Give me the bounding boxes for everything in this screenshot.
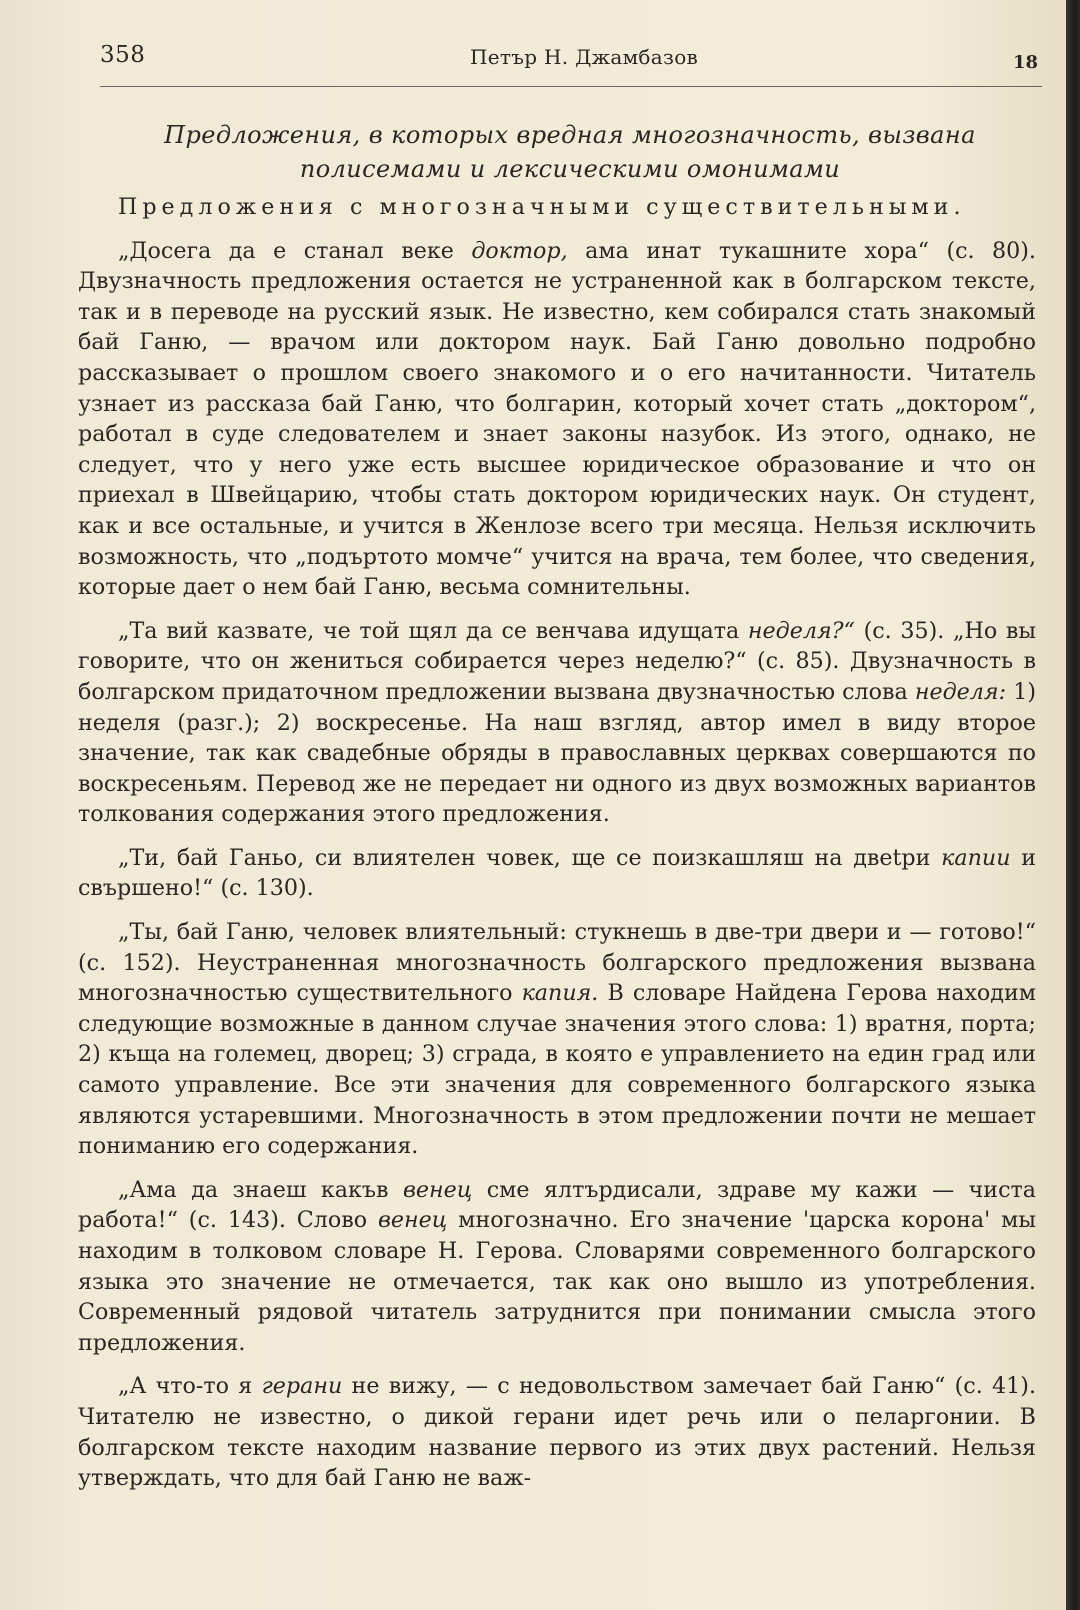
paragraph: Предложения с многозначными существительными. — [118, 194, 966, 220]
paragraph: „Ти, бай Ганьо, си влиятелен човек, ще се поизкашляш на двеtри капии и свършено!“ (с. 130). — [78, 844, 1037, 902]
paragraph: „А что-то я герани не вижу, — с недовольством замечает бай Ганю“ (с. 41). Читателю не известно, о дикой герани идет речь или о пеларгонии. В болгарском тексте находим название первого из этих двух растений. Нельзя утверждать, что для бай Ганю не важ- — [78, 1373, 1037, 1492]
paragraph: „Ты, бай Ганю, человек влиятельный: стукнешь в две-три двери и — готово!“ (с. 152). Неустраненная многозначность болгарского предложения вызвана многозначностью существительного капия. В словаре Найдена Герова находим следующие возможные в данном случае значения этого слова: 1) вратня, порта; 2) къща на големец, дворец; 3) сграда, в която е управлението на един град или самото управление. Все эти значения для современного болгарского языка являются устаревшими. Многозначность в этом предложении почти не мешает пониманию его содержания. — [78, 919, 1037, 1160]
section-marker: 18 — [1012, 52, 1038, 73]
page-header — [100, 42, 1038, 82]
page-number: 358 — [100, 42, 146, 68]
paragraph: „Ама да знаеш какъв венец сме ялтърдисали, здраве му кажи — чиста работа!“ (с. 143). Слово венец многозначно. Его значение 'царска корона' мы находим в толковом словаре Н. Герова. Словарями современного болгарского языка это значение не отмечается, так как оно вышло из употребления. Современный рядовой читатель затруднится при понимании смысла этого предложения. — [78, 1176, 1037, 1356]
body-text — [78, 192, 1036, 1507]
binding-edge — [1066, 0, 1080, 1610]
running-head: Петър Н. Джамбазов — [470, 45, 699, 69]
paragraph: „Досега да е станал веке доктор, ама инат тукашните хора“ (с. 80). Двузначность предложения остается не устраненной как в болгарском тексте, так и в переводе на русский язык. Не известно, кем собирался стать знакомый бай Ганю, — врачом или доктором наук. Бай Ганю довольно подробно рассказывает о прошлом своего знакомого и о его начитанности. Читатель узнает из рассказа бай Ганю, что болгарин, который хочет стать „доктором“, работал в суде следователем и знает законы назубок. Из этого, однако, не следует, что у него уже есть высшее юридическое образование и что он приехал в Швейцарию, чтобы стать доктором юридических наук. Он студент, как и все остальные, и учится в Женлозе всего три месяца. Нельзя исключить возможность, что „подъртото момче“ учится на врача, тем более, что сведения, которые дает о нем бай Ганю, весьма сомнительны. — [78, 237, 1036, 601]
section-title: Предложения, в которых вредная многозначность, вызвана полисемами и лексическими омонимами — [164, 121, 976, 183]
header-rule — [100, 86, 1042, 87]
paragraph: „Та вий казвате, че той щял да се венчава идущата неделя?“ (с. 35). „Но вы говорите, что он жениться собирается через неделю?“ (с. 85). Двузначность в болгарском придаточном предложении вызвана двузначностью слова неделя: 1) неделя (разг.); 2) воскресенье. На наш взгляд, автор имел в виду второе значение, так как свадебные обряды в православных церквах совершаются по воскресеньям. Перевод же не передает ни одного из двух возможных вариантов толкования содержания этого предложения. — [78, 617, 1037, 828]
